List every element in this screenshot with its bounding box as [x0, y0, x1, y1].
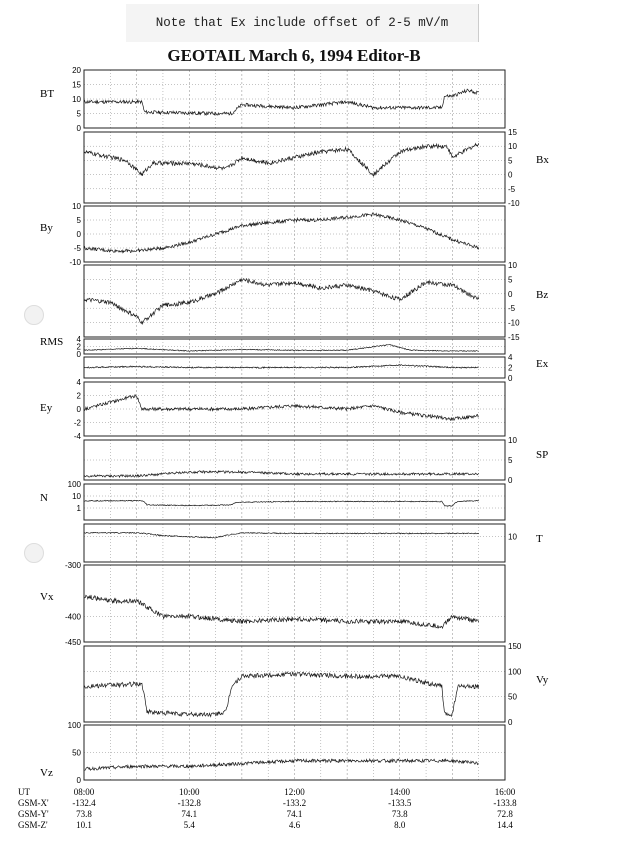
tick-label: 50 — [508, 692, 517, 702]
footer-value: 8.0 — [394, 820, 406, 830]
tick-label: 10 — [508, 436, 517, 445]
tick-label: -2 — [73, 418, 81, 428]
footer-value: 73.8 — [391, 809, 408, 819]
footer-value: 14:00 — [389, 787, 411, 797]
series-line — [84, 143, 479, 176]
tick-label: 10 — [72, 492, 81, 501]
panel-by — [40, 202, 505, 267]
footer-value: 74.1 — [181, 809, 198, 819]
footer-value: 12:00 — [284, 787, 305, 797]
footer-value: 10:00 — [178, 787, 200, 797]
tick-label: 0 — [76, 350, 81, 359]
tick-label: -300 — [64, 561, 81, 570]
tick-label: -10 — [508, 318, 520, 328]
tick-label: 4 — [508, 353, 513, 362]
panel-label: RMS — [40, 336, 64, 348]
panel-label: BT — [40, 88, 55, 100]
tick-label: 0 — [508, 289, 513, 299]
panel-label: Vz — [40, 767, 53, 779]
footer-row-label: GSM-Z' — [18, 820, 48, 830]
tick-label: 10 — [508, 532, 517, 542]
tick-label: -4 — [73, 432, 81, 441]
panel-rms — [40, 335, 505, 359]
panel-label: SP — [536, 449, 549, 461]
footer-value: 4.6 — [288, 820, 301, 830]
series-line — [84, 672, 479, 717]
footer-value: 08:00 — [73, 787, 95, 797]
tick-label: 20 — [72, 66, 81, 75]
tick-label: 10 — [72, 202, 81, 211]
tick-label: 100 — [67, 721, 81, 730]
tick-label: 10 — [508, 142, 517, 152]
tick-label: 1 — [76, 504, 81, 513]
panel-bt — [40, 66, 505, 133]
panel-label: Vy — [536, 674, 549, 686]
tick-label: -5 — [508, 184, 516, 194]
footer-value: 16:00 — [494, 787, 516, 797]
series-line — [84, 759, 479, 770]
tick-label: 10 — [72, 95, 81, 104]
panel-vy — [84, 642, 549, 727]
tick-label: 4 — [76, 378, 81, 387]
tick-label: 0 — [508, 374, 513, 383]
tick-label: 15 — [72, 80, 81, 90]
tick-label: 4 — [76, 335, 81, 344]
panel-label: Bx — [536, 154, 549, 166]
footer-row-label: GSM-X' — [18, 798, 49, 808]
panel-n — [40, 480, 505, 520]
series-line — [84, 500, 479, 506]
panel-ey — [40, 378, 505, 441]
footer-value: -133.2 — [282, 798, 307, 808]
position-footer — [18, 787, 517, 830]
footer-value: -133.8 — [493, 798, 517, 808]
tick-label: -400 — [64, 612, 81, 622]
tick-label: -5 — [508, 304, 516, 314]
tick-label: 5 — [508, 456, 513, 465]
footer-value: 73.8 — [76, 809, 92, 819]
panel-label: T — [536, 533, 543, 545]
tick-label: -15 — [508, 333, 520, 342]
series-line — [84, 595, 479, 628]
panel-label: By — [40, 222, 53, 234]
panel-ex — [84, 353, 549, 383]
tick-label: 2 — [76, 391, 81, 401]
panel-label: Ey — [40, 402, 53, 414]
tick-label: 2 — [508, 363, 513, 373]
chart-title: GEOTAIL March 6, 1994 Editor-B — [167, 46, 421, 65]
footer-row-label: UT — [18, 787, 30, 797]
tick-label: -450 — [64, 638, 81, 647]
footer-value: 72.8 — [497, 809, 513, 819]
tick-label: 5 — [508, 275, 513, 285]
footer-value: 5.4 — [183, 820, 195, 830]
panel-label: Bz — [536, 289, 549, 301]
tick-label: 50 — [72, 748, 81, 758]
panel-bx — [84, 128, 549, 208]
footer-row-label: GSM-Y' — [18, 809, 49, 819]
panel-label: N — [40, 492, 48, 504]
tick-label: 0 — [76, 405, 81, 414]
series-line — [84, 471, 479, 477]
tick-label: 15 — [508, 128, 517, 137]
tick-label: 0 — [76, 776, 81, 785]
tick-label: -10 — [69, 258, 81, 267]
tick-label: 0 — [508, 170, 513, 180]
footer-value: -132.8 — [177, 798, 201, 808]
offset-note: Note that Ex include offset of 2-5 mV/m — [126, 4, 479, 42]
tick-label: 100 — [67, 480, 81, 489]
panel-label: Ex — [536, 358, 549, 370]
series-line — [84, 364, 479, 368]
tick-label: 150 — [508, 642, 522, 651]
tick-label: 0 — [76, 124, 81, 133]
panel-vx — [40, 561, 505, 647]
footer-value: -132.4 — [72, 798, 96, 808]
footer-value: 74.1 — [286, 809, 303, 819]
tick-label: 0 — [508, 718, 513, 727]
series-line — [84, 345, 479, 352]
tick-label: -10 — [508, 199, 520, 208]
series-line — [84, 279, 479, 324]
series-line — [84, 89, 479, 115]
panel-vz — [40, 721, 505, 785]
tick-label: 0 — [508, 476, 513, 485]
panel-t — [84, 524, 543, 562]
tick-label: 5 — [508, 156, 513, 166]
footer-value: 10.1 — [76, 820, 92, 830]
tick-label: 2 — [76, 342, 81, 352]
panel-label: Vx — [40, 591, 54, 603]
series-line — [84, 395, 479, 421]
footer-value: -133.5 — [388, 798, 412, 808]
panel-bz — [84, 261, 548, 342]
tick-label: 100 — [508, 667, 522, 677]
tick-label: 5 — [76, 216, 81, 225]
series-line — [84, 532, 479, 538]
tick-label: 5 — [76, 109, 81, 119]
footer-value: 14.4 — [497, 820, 513, 830]
tick-label: 0 — [76, 230, 81, 239]
tick-label: 10 — [508, 261, 517, 270]
series-line — [84, 213, 479, 253]
panel-sp — [84, 436, 548, 485]
tick-label: -5 — [73, 244, 81, 253]
